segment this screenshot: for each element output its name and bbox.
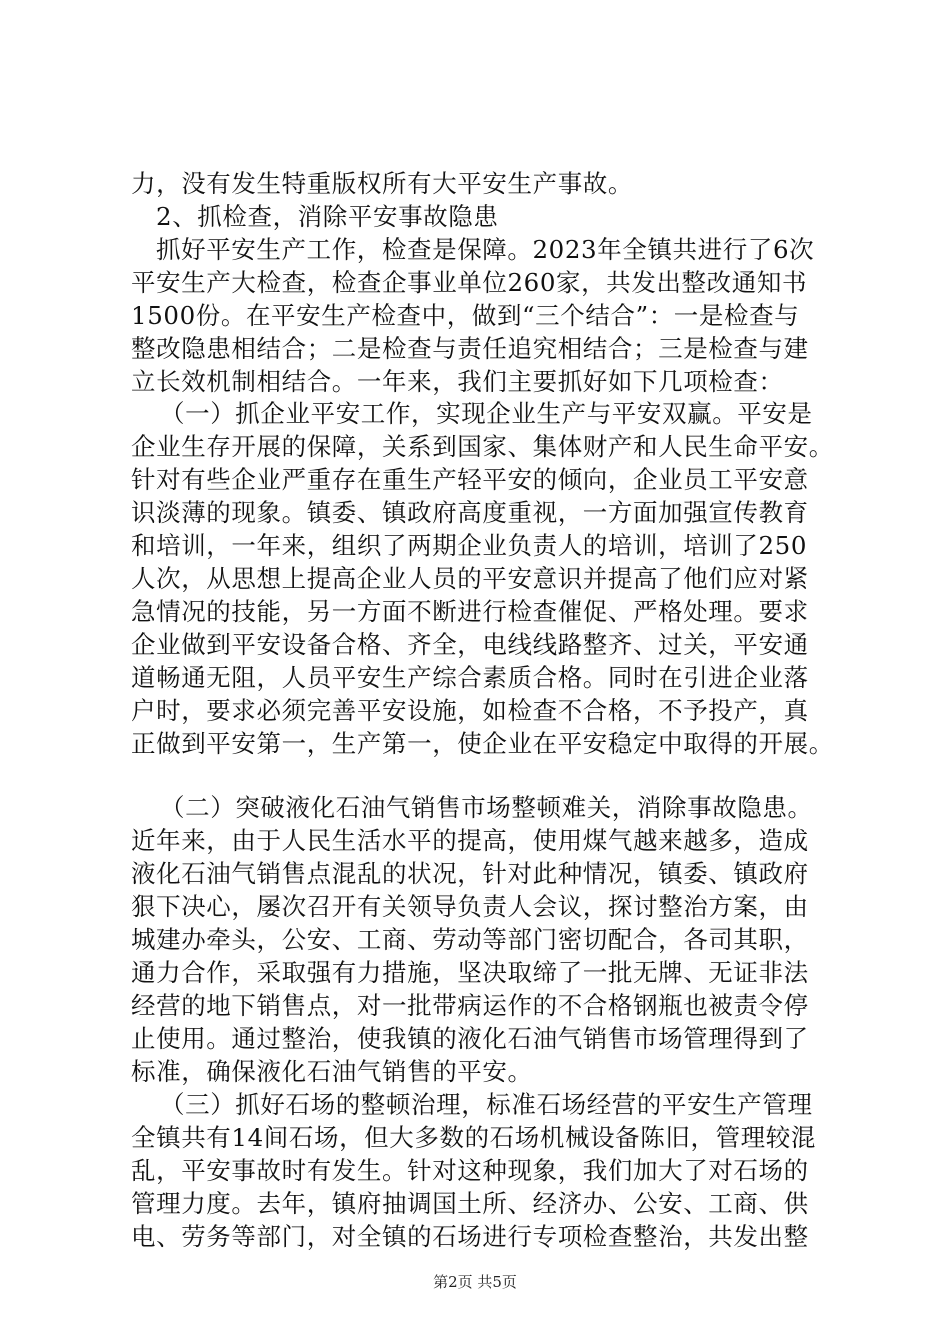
text-line: 急情况的技能，另一方面不断进行检查催促、严格处理。要求 [131, 597, 809, 626]
text-line: 1500份。在平安生产检查中，做到“三个结合”：一是检查与 [131, 301, 800, 330]
text-line: 道畅通无阻，人员平安生产综合素质合格。同时在引进企业落 [131, 663, 809, 692]
text-line: 和培训，一年来，组织了两期企业负责人的培训，培训了250 [131, 531, 808, 560]
text-line: 企业生存开展的保障，关系到国家、集体财产和人民生命平安。 [131, 432, 834, 461]
text-line: 止使用。通过整治，使我镇的液化石油气销售市场管理得到了 [131, 1024, 809, 1053]
text-line: 经营的地下销售点，对一批带病运作的不合格钢瓶也被责令停 [131, 991, 809, 1020]
text-line: 管理力度。去年，镇府抽调国土所、经济办、公安、工商、供 [131, 1189, 809, 1218]
text-line: 户时，要求必须完善平安设施，如检查不合格，不予投产，真 [131, 696, 809, 725]
subsection-heading: （三）抓好石场的整顿治理，标准石场经营的平安生产管理 [160, 1090, 813, 1119]
text-line: 液化石油气销售点混乱的状况，针对此种情况，镇委、镇政府 [131, 859, 809, 888]
text-line: 电、劳务等部门，对全镇的石场进行专项检查整治，共发出整 [131, 1222, 809, 1251]
text-line: 识淡薄的现象。镇委、镇政府高度重视，一方面加强宣传教育 [131, 498, 809, 527]
text-line: 力，没有发生特重版权所有大平安生产事故。 [131, 169, 633, 198]
text-line: 整改隐患相结合；二是检查与责任追究相结合；三是检查与建 [131, 334, 809, 363]
text-line: 通力合作，采取强有力措施，坚决取缔了一批无牌、无证非法 [131, 958, 809, 987]
text-line: 城建办牵头，公安、工商、劳动等部门密切配合，各司其职， [131, 925, 809, 954]
subsection-heading: （一）抓企业平安工作，实现企业生产与平安双赢。平安是 [160, 399, 813, 428]
text-line: 近年来，由于人民生活水平的提高，使用煤气越来越多，造成 [131, 826, 809, 855]
text-line: 乱，平安事故时有发生。针对这种现象，我们加大了对石场的 [131, 1156, 809, 1185]
text-line: 企业做到平安设备合格、齐全，电线线路整齐、过关，平安通 [131, 630, 809, 659]
subsection-heading: （二）突破液化石油气销售市场整顿难关，消除事故隐患。 [160, 793, 813, 822]
text-line: 狠下决心，屡次召开有关领导负责人会议，探讨整治方案，由 [131, 892, 809, 921]
text-line: 立长效机制相结合。一年来，我们主要抓好如下几项检查： [131, 367, 784, 396]
page-footer: 第2页 共5页 [433, 1273, 517, 1291]
text-line: 正做到平安第一，生产第一，使企业在平安稳定中取得的开展。 [131, 729, 834, 758]
text-line: 针对有些企业严重存在重生产轻平安的倾向，企业员工平安意 [131, 465, 809, 494]
text-line: 人次，从思想上提高企业人员的平安意识并提高了他们应对紧 [131, 564, 809, 593]
text-line: 抓好平安生产工作，检查是保障。2023年全镇共进行了6次 [156, 235, 815, 264]
text-line: 标准，确保液化石油气销售的平安。 [131, 1057, 533, 1086]
text-line: 全镇共有14间石场，但大多数的石场机械设备陈旧，管理较混 [131, 1123, 816, 1152]
text-line: 平安生产大检查，检查企事业单位260家，共发出整改通知书 [131, 268, 808, 297]
section-heading: 2、抓检查，消除平安事故隐患 [156, 202, 499, 231]
